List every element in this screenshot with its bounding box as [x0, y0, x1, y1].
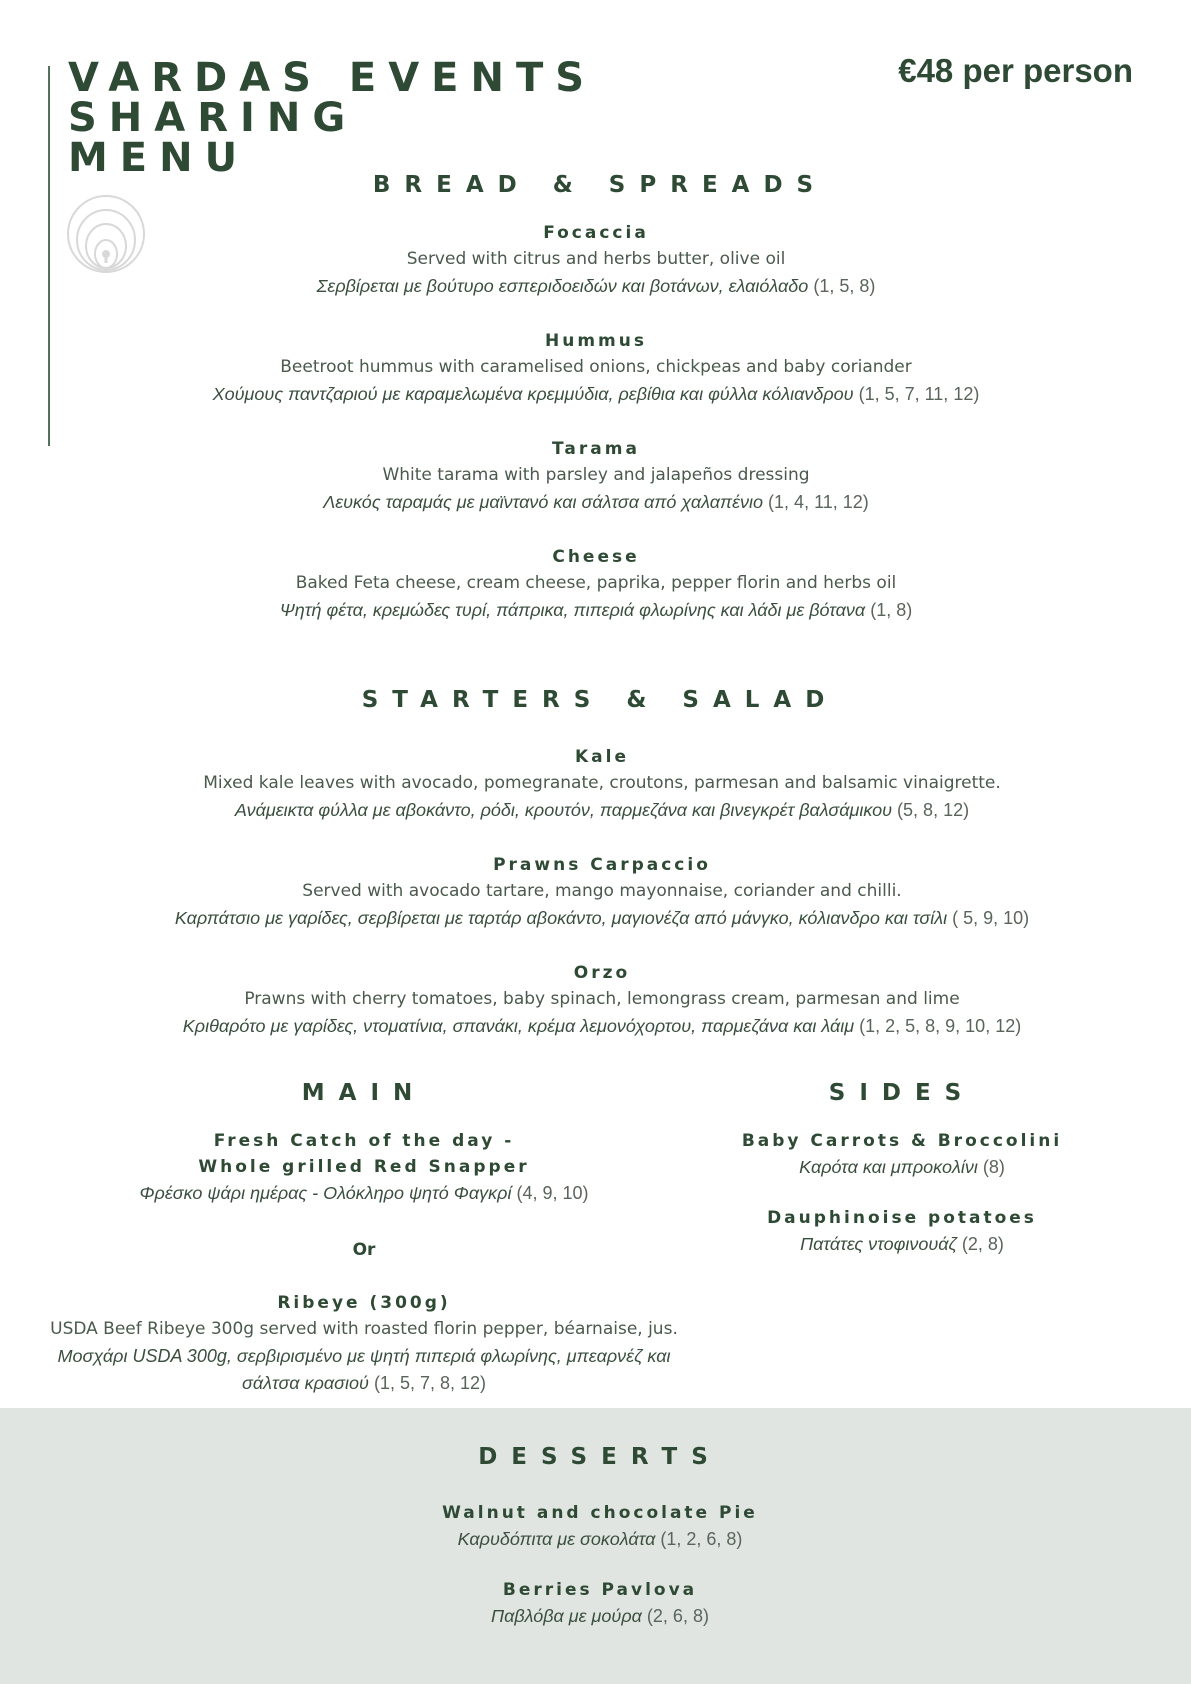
item-name: Tarama [552, 439, 640, 459]
item-name: Hummus [545, 331, 647, 351]
greek-text: Καρότα και μπροκολίνι [799, 1157, 978, 1177]
menu-item-kale [100, 744, 1104, 824]
item-name: Walnut and chocolate Pie [442, 1503, 758, 1523]
menu-item-focaccia [140, 220, 1052, 300]
item-name: Berries Pavlova [502, 1580, 698, 1600]
item-description-gr [140, 381, 1052, 408]
menu-title [68, 55, 597, 181]
item-description-en: Beetroot hummus with caramelised onions, chickpeas and baby coriander [280, 357, 912, 377]
item-name: Kale [574, 747, 629, 767]
greek-text: Ανάμεικτα φύλλα με αβοκάντο, ρόδι, κρουτόν, παρμεζάνα και βινεγκρέτ βαλσάμικου [234, 800, 893, 820]
item-description-gr [140, 597, 1052, 624]
item-name: Focaccia [543, 223, 649, 243]
item-description-gr [140, 273, 1052, 300]
menu-item-ribeye [14, 1290, 714, 1397]
allergens: (4, 9, 10) [516, 1183, 589, 1203]
item-name: Cheese [552, 547, 640, 567]
item-description-gr: Μοσχάρι USDA 300g, σερβιρισμένο με ψητή πιπεριά φλωρίνης, μπεαρνέζ και [57, 1346, 671, 1366]
greek-text: Φρέσκο ψάρι ημέρας - Ολόκληρο ψητό Φαγκρί [139, 1183, 512, 1203]
menu-item-fresh-catch [14, 1128, 714, 1207]
allergens: (1, 2, 6, 8) [660, 1529, 743, 1549]
item-name: Fresh Catch of the day - [213, 1131, 515, 1151]
item-description-en: White tarama with parsley and jalapeños dressing [382, 465, 810, 485]
item-description-gr [14, 1180, 714, 1207]
section-heading-starters-salad: STARTERS & SALAD [361, 687, 839, 713]
item-description-gr [100, 1013, 1104, 1040]
menu-item-hummus [140, 328, 1052, 408]
item-description-gr [100, 797, 1104, 824]
allergens: (1, 4, 11, 12) [768, 492, 869, 512]
item-name: Dauphinoise potatoes [767, 1208, 1037, 1228]
greek-text: Σερβίρεται με βούτυρο εσπεριδοειδών και βοτάνων, ελαιόλαδο [316, 276, 809, 296]
menu-item-orzo [100, 960, 1104, 1040]
section-heading-main: MAIN [301, 1080, 427, 1106]
greek-text: Καρπάτσιο με γαρίδες, σερβίρεται με ταρτάρ αβοκάντο, μαγιονέζα από μάνγκο, κόλιανδρο και τσίλι [174, 908, 948, 928]
greek-text: Παβλόβα με μούρα [491, 1606, 642, 1626]
allergens: (2, 6, 8) [646, 1606, 709, 1626]
menu-item-cheese [140, 544, 1052, 624]
greek-text: Λευκός ταραμάς με μαϊντανό και σάλτσα από χαλαπένιο [323, 492, 764, 512]
item-name: Ribeye (300g) [277, 1293, 451, 1313]
menu-item-dauphinoise [722, 1205, 1082, 1258]
item-description-en: Served with avocado tartare, mango mayonnaise, coriander and chilli. [302, 881, 902, 901]
item-description-gr [100, 905, 1104, 932]
allergens: (1, 8) [870, 600, 913, 620]
title-line: VARDAS EVENTS [68, 55, 597, 101]
allergens: (1, 5, 7, 11, 12) [858, 384, 980, 404]
item-description-gr [300, 1526, 900, 1553]
item-name: Orzo [573, 963, 631, 983]
greek-text: Καρυδόπιτα με σοκολάτα [457, 1529, 656, 1549]
allergens: (8) [982, 1157, 1005, 1177]
item-description-gr [14, 1370, 714, 1397]
greek-text: Ψητή φέτα, κρεμώδες τυρί, πάπρικα, πιπεριά φλωρίνης και λάδι με βότανα [279, 600, 866, 620]
greek-text: Κριθαρότο με γαρίδες, ντοματίνια, σπανάκι, κρέμα λεμονόχορτου, παρμεζάνα και λάιμ [182, 1016, 855, 1036]
allergens: (1, 5, 7, 8, 12) [373, 1373, 486, 1393]
item-name: Whole grilled Red Snapper [198, 1157, 530, 1177]
item-description-gr [300, 1603, 900, 1630]
allergens: (1, 2, 5, 8, 9, 10, 12) [859, 1016, 1022, 1036]
menu-item-baby-carrots [722, 1128, 1082, 1181]
menu-item-tarama [140, 436, 1052, 516]
item-description-en: Served with citrus and herbs butter, olive oil [406, 249, 786, 269]
decorative-vertical-line [48, 66, 50, 446]
price-per-person: €48 per person [898, 52, 1133, 89]
greek-text: Χούμους παντζαριού με καραμελωμένα κρεμμύδια, ρεβίθια και φύλλα κόλιανδρου [212, 384, 854, 404]
item-description-en: Prawns with cherry tomatoes, baby spinach, lemongrass cream, parmesan and lime [244, 989, 960, 1009]
item-description-en: Mixed kale leaves with avocado, pomegranate, croutons, parmesan and balsamic vinaigrette. [203, 773, 1001, 793]
greek-text: Πατάτες ντοφινουάζ [800, 1234, 957, 1254]
item-name: Prawns Carpaccio [493, 855, 711, 875]
allergens: (5, 8, 12) [897, 800, 970, 820]
title-line: MENU [68, 135, 250, 181]
allergens: ( 5, 9, 10) [952, 908, 1030, 928]
item-description-gr [140, 489, 1052, 516]
item-description-en: USDA Beef Ribeye 300g served with roasted florin pepper, béarnaise, jus. [50, 1319, 678, 1339]
item-description-gr [722, 1154, 1082, 1181]
greek-text: σάλτσα κρασιού [242, 1373, 369, 1393]
section-heading-desserts: DESSERTS [478, 1444, 722, 1470]
spiral-logo-icon [66, 194, 146, 276]
menu-item-berries-pavlova [300, 1577, 900, 1630]
item-description-en: Baked Feta cheese, cream cheese, paprika, pepper florin and herbs oil [295, 573, 897, 593]
section-heading-sides: SIDES [828, 1080, 976, 1106]
or-separator: Or [352, 1240, 376, 1260]
title-line: SHARING [68, 95, 358, 141]
allergens: (2, 8) [961, 1234, 1004, 1254]
item-description-gr [722, 1231, 1082, 1258]
section-heading-bread-spreads: BREAD & SPREADS [372, 172, 828, 198]
menu-item-prawns-carpaccio [100, 852, 1104, 932]
allergens: (1, 5, 8) [813, 276, 876, 296]
item-name: Baby Carrots & Broccolini [741, 1131, 1063, 1151]
menu-item-walnut-pie [300, 1500, 900, 1553]
